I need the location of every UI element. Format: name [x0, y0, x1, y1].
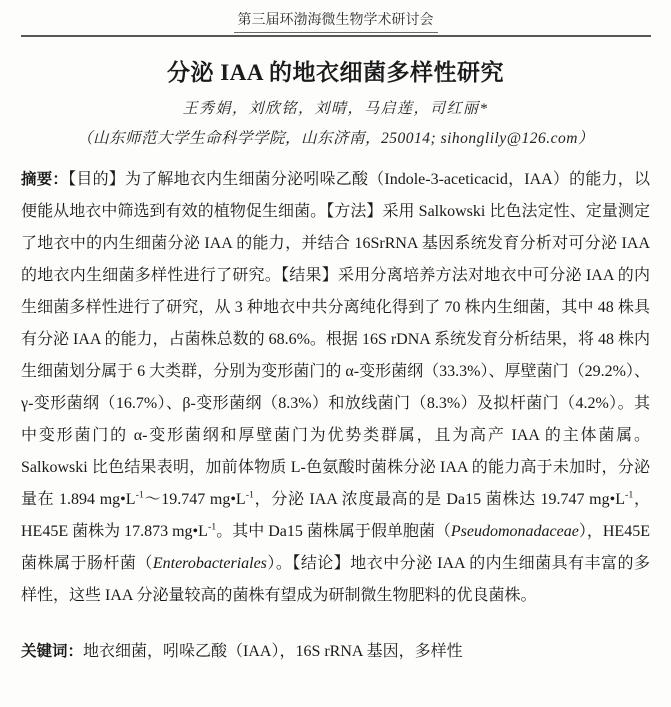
keywords-text: 地衣细菌，吲哚乙酸（IAA），16S rRNA 基因，多样性 — [83, 643, 463, 660]
running-head — [0, 0, 671, 33]
keywords-label: 关键词： — [21, 643, 84, 660]
authors-line: 王秀娟，刘欣铭，刘晴，马启莲，司红丽* — [182, 101, 489, 117]
abstract-label: 摘要： — [21, 171, 69, 188]
paper-title: 分泌 IAA 的地衣细菌多样性研究 — [167, 60, 504, 85]
abstract-paragraph — [21, 164, 650, 612]
conference-name: 第三届环渤海微生物学术研讨会 — [234, 12, 438, 33]
abstract-text: 【目的】为了解地衣内生细菌分泌吲哚乙酸（Indole-3-aceticacid，IAA）的能力，以便能从地衣中筛选到有效的植物促生细菌。【方法】采用 Salkowski 比色法定性、定量测定了地衣中的内生细菌分泌 IAA 的能力，并结合 16SrRNA 基因系统发育分析对可分泌 IAA 的地衣内生细菌多样性进行了研究。【结果】采用分离培养方法对地衣中可分泌 IAA 的内生细菌多样性进行了研究，从 3 种地衣中共分离纯化得到了 70 株内生细菌，其中 48 株具有分泌 IAA 的能力，占菌株总数的 68.6%。根据 16S rDNA 系统发育分析结果，将 48 株内生细菌划分属于 6 大类群，分别为变形菌门的 α-变形菌纲（33.3%）、厚壁菌门（29.2%）、γ-变形菌纲（16.7%）、β-变形菌纲（8.3%）和放线菌门（8.3%）及拟杆菌门（4.2%）。其中变形菌门的 α-变形菌纲和厚壁菌门为优势类群属，且为高产 IAA 的主体菌属。Salkowski 比色结果表明，加前体物质 L-色氨酸时菌株分泌 IAA 的能力高于未加时，分泌量在 1.894 $mg•L^{-1}\sim 19.747$ $mg•L^{-1}$，分泌 IAA 浓度最高的是 Da15 菌株达 19.747 $mg•L^{-1}$， HE45E 菌株为 17.873 $mg•L^{-1}$。其中 Da15 菌株属于假单胞菌（Pseudomonadaceae），HE45E 菌株属于肠杆菌（Enterobacteriales）。【结论】地衣中分泌 IAA 的内生细菌具有丰富的多样性，这些 IAA 分泌量较高的菌株有望成为研制微生物肥料的优良菌株。 — [21, 171, 650, 604]
affiliation-line: （山东师范大学生命科学学院，山东济南，250014; sihonglily@126.com） — [77, 130, 594, 147]
keywords-line — [21, 639, 650, 665]
header-rule — [21, 35, 651, 37]
